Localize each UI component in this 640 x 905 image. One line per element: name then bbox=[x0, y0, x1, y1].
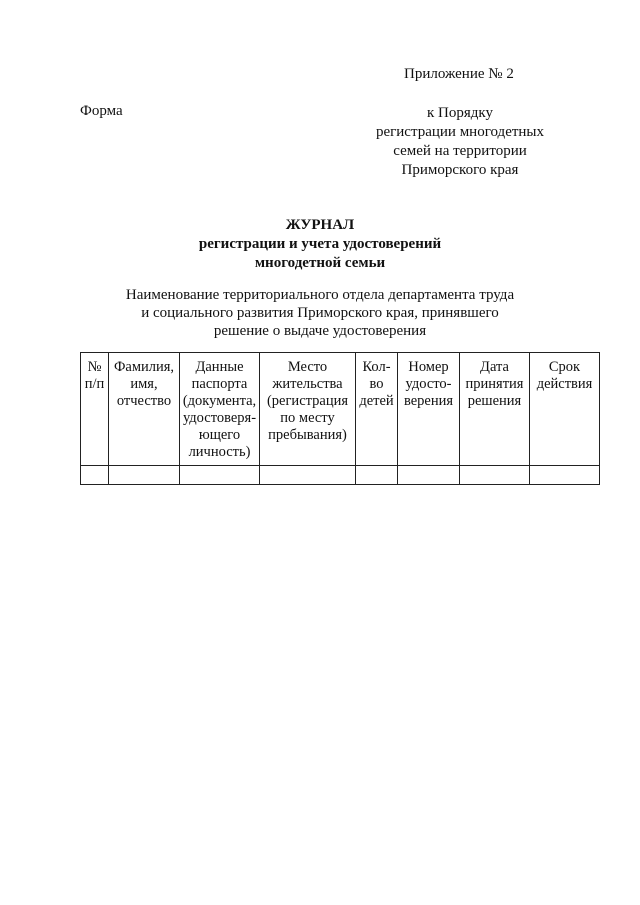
department-line: Наименование территориального отдела департамента труда bbox=[125, 287, 515, 303]
table-cell bbox=[180, 466, 260, 485]
title-line: многодетной семьи bbox=[254, 255, 386, 271]
header-line: удостоверя- bbox=[182, 410, 257, 426]
header-line: Фамилия, bbox=[113, 359, 175, 375]
table-row bbox=[81, 466, 600, 485]
document-title bbox=[150, 216, 490, 273]
header-line: (документа, bbox=[182, 393, 257, 409]
header-line: во bbox=[369, 376, 384, 392]
header-line: п/п bbox=[84, 376, 105, 392]
header-line: детей bbox=[359, 393, 394, 409]
table-header-row bbox=[81, 353, 600, 466]
form-label: Форма bbox=[80, 103, 123, 119]
table-cell bbox=[109, 466, 180, 485]
header-line: жительства bbox=[272, 376, 343, 392]
department-line: и социального развития Приморского края, принявшего bbox=[141, 305, 499, 321]
header-line: Номер bbox=[408, 359, 449, 375]
order-line: семей на территории bbox=[393, 143, 527, 159]
table-cell bbox=[460, 466, 530, 485]
header-line: (регистрация bbox=[266, 393, 349, 409]
header-line: имя, bbox=[130, 376, 158, 392]
header-line: Кол- bbox=[362, 359, 391, 375]
header-line: пребывания) bbox=[268, 427, 347, 443]
header-line: личность) bbox=[188, 444, 251, 460]
header-line: Дата bbox=[480, 359, 509, 375]
order-reference bbox=[360, 104, 560, 180]
column-header-number bbox=[81, 353, 109, 466]
header-line: отчество bbox=[116, 393, 172, 409]
title-line: ЖУРНАЛ bbox=[285, 217, 355, 233]
column-header-children-count bbox=[356, 353, 398, 466]
order-line: Приморского края bbox=[401, 162, 519, 178]
table-cell bbox=[398, 466, 460, 485]
table-cell bbox=[260, 466, 356, 485]
column-header-decision-date bbox=[460, 353, 530, 466]
header-line: удосто- bbox=[405, 376, 452, 392]
header-line: по месту bbox=[280, 410, 335, 426]
header-line: Данные bbox=[195, 359, 244, 375]
header-line: верения bbox=[403, 393, 454, 409]
column-header-certificate-number bbox=[398, 353, 460, 466]
header-line: Срок bbox=[548, 359, 581, 375]
header-line: № bbox=[87, 359, 102, 375]
table-cell bbox=[356, 466, 398, 485]
header-line: принятия bbox=[465, 376, 524, 392]
column-header-validity bbox=[530, 353, 600, 466]
column-header-passport bbox=[180, 353, 260, 466]
appendix-label: Приложение № 2 bbox=[404, 66, 514, 82]
title-line: регистрации и учета удостоверений bbox=[198, 236, 442, 252]
header-line: Место bbox=[287, 359, 328, 375]
department-line: решение о выдаче удостоверения bbox=[213, 323, 427, 339]
order-line: к Порядку bbox=[427, 105, 493, 121]
header-line: решения bbox=[467, 393, 522, 409]
journal-table bbox=[80, 352, 600, 485]
column-header-residence bbox=[260, 353, 356, 466]
department-name bbox=[110, 286, 530, 340]
header-line: паспорта bbox=[191, 376, 248, 392]
table-cell bbox=[530, 466, 600, 485]
header-line: ющего bbox=[198, 427, 241, 443]
header-line: действия bbox=[536, 376, 593, 392]
table-cell bbox=[81, 466, 109, 485]
column-header-full-name bbox=[109, 353, 180, 466]
order-line: регистрации многодетных bbox=[375, 124, 545, 140]
